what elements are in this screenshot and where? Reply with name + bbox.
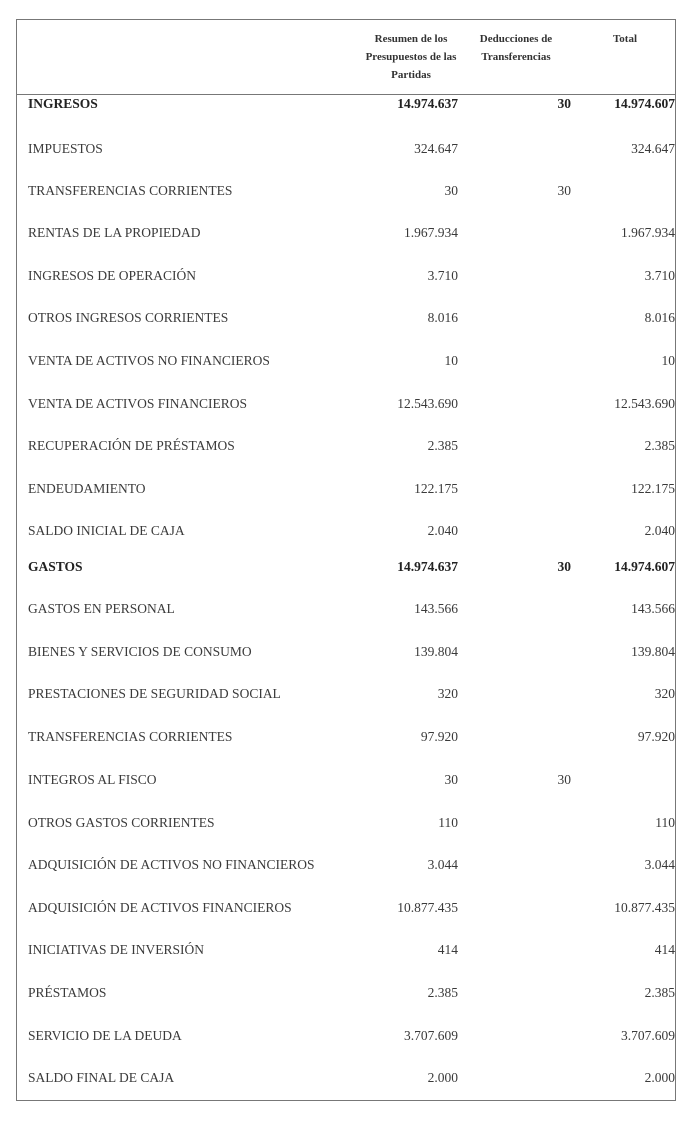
cell-resumen: 122.175 xyxy=(414,481,458,496)
cell-total: 143.566 xyxy=(631,601,675,616)
row-label: PRÉSTAMOS xyxy=(28,985,107,1000)
cell-total: 3.044 xyxy=(644,857,675,872)
row-label: RECUPERACIÓN DE PRÉSTAMOS xyxy=(28,438,235,453)
cell-deducciones: 30 xyxy=(557,183,571,198)
cell-resumen: 3.044 xyxy=(427,857,458,872)
cell-resumen: 3.710 xyxy=(427,268,458,283)
row-label: PRESTACIONES DE SEGURIDAD SOCIAL xyxy=(28,686,281,701)
table-row xyxy=(16,479,676,499)
cell-total: 14.974.607 xyxy=(614,96,675,111)
row-label: GASTOS xyxy=(28,559,83,574)
row-label: OTROS GASTOS CORRIENTES xyxy=(28,815,215,830)
table-row xyxy=(16,898,676,918)
cell-resumen: 414 xyxy=(437,942,458,957)
header-resumen: Resumen de los Presupuestos de las Partidas xyxy=(365,33,457,81)
cell-total: 10.877.435 xyxy=(614,900,675,915)
cell-total: 8.016 xyxy=(644,310,675,325)
cell-resumen: 8.016 xyxy=(427,310,458,325)
table-row xyxy=(16,1068,676,1088)
table-row xyxy=(16,394,676,414)
cell-total: 10 xyxy=(661,353,675,368)
cell-resumen: 10.877.435 xyxy=(397,900,458,915)
cell-resumen: 2.000 xyxy=(427,1070,458,1085)
cell-resumen: 14.974.637 xyxy=(397,96,458,111)
row-label: INGRESOS xyxy=(28,96,98,111)
row-label: ADQUISICIÓN DE ACTIVOS NO FINANCIEROS xyxy=(28,857,315,872)
cell-resumen: 143.566 xyxy=(414,601,458,616)
header-total: Total xyxy=(612,33,638,45)
cell-total: 414 xyxy=(654,942,675,957)
row-label: INTEGROS AL FISCO xyxy=(28,772,157,787)
table-row xyxy=(16,1026,676,1046)
row-label: ENDEUDAMIENTO xyxy=(28,481,146,496)
table-row xyxy=(16,642,676,662)
table-row xyxy=(16,436,676,456)
cell-total: 97.920 xyxy=(637,729,675,744)
cell-resumen: 2.385 xyxy=(427,438,458,453)
cell-total: 3.710 xyxy=(644,268,675,283)
cell-deducciones: 30 xyxy=(557,772,571,787)
table-row xyxy=(16,727,676,747)
table-row xyxy=(16,855,676,875)
cell-resumen: 2.385 xyxy=(427,985,458,1000)
cell-total: 1.967.934 xyxy=(621,225,675,240)
cell-total: 110 xyxy=(655,815,675,830)
table-row xyxy=(16,813,676,833)
table-row xyxy=(16,521,676,541)
row-label: SALDO FINAL DE CAJA xyxy=(28,1070,175,1085)
row-label: VENTA DE ACTIVOS FINANCIEROS xyxy=(28,396,248,411)
row-label: TRANSFERENCIAS CORRIENTES xyxy=(28,183,233,198)
cell-resumen: 12.543.690 xyxy=(397,396,458,411)
cell-total: 14.974.607 xyxy=(614,559,675,574)
section-row xyxy=(16,94,676,114)
row-label: SERVICIO DE LA DEUDA xyxy=(28,1028,182,1043)
cell-total: 2.385 xyxy=(644,985,675,1000)
table-row xyxy=(16,181,676,201)
cell-total: 2.385 xyxy=(644,438,675,453)
row-label: OTROS INGRESOS CORRIENTES xyxy=(28,310,229,325)
cell-resumen: 14.974.637 xyxy=(397,559,458,574)
cell-deducciones: 30 xyxy=(557,96,571,111)
row-label: IMPUESTOS xyxy=(28,141,103,156)
cell-resumen: 139.804 xyxy=(414,644,458,659)
table-row xyxy=(16,599,676,619)
cell-resumen: 97.920 xyxy=(420,729,458,744)
cell-resumen: 10 xyxy=(444,353,458,368)
row-label: TRANSFERENCIAS CORRIENTES xyxy=(28,729,233,744)
row-label: BIENES Y SERVICIOS DE CONSUMO xyxy=(28,644,252,659)
header-deducciones: Deducciones de Transferencias xyxy=(479,33,553,63)
cell-total: 139.804 xyxy=(631,644,675,659)
row-label: SALDO INICIAL DE CAJA xyxy=(28,523,185,538)
cell-resumen: 30 xyxy=(444,183,458,198)
row-label: ADQUISICIÓN DE ACTIVOS FINANCIEROS xyxy=(28,900,292,915)
cell-total: 2.040 xyxy=(644,523,675,538)
table-row xyxy=(16,308,676,328)
table-row xyxy=(16,684,676,704)
cell-resumen: 320 xyxy=(437,686,458,701)
table-row xyxy=(16,940,676,960)
cell-resumen: 110 xyxy=(438,815,458,830)
table-row xyxy=(16,223,676,243)
row-label: INGRESOS DE OPERACIÓN xyxy=(28,268,197,283)
cell-deducciones: 30 xyxy=(557,559,571,574)
row-label: RENTAS DE LA PROPIEDAD xyxy=(28,225,201,240)
cell-total: 320 xyxy=(654,686,675,701)
table-row xyxy=(16,770,676,790)
cell-total: 2.000 xyxy=(644,1070,675,1085)
cell-resumen: 3.707.609 xyxy=(404,1028,458,1043)
cell-total: 3.707.609 xyxy=(621,1028,675,1043)
cell-resumen: 1.967.934 xyxy=(404,225,458,240)
cell-resumen: 324.647 xyxy=(414,141,458,156)
cell-total: 12.543.690 xyxy=(614,396,675,411)
row-label: GASTOS EN PERSONAL xyxy=(28,601,175,616)
cell-total: 122.175 xyxy=(631,481,675,496)
cell-resumen: 30 xyxy=(444,772,458,787)
table-row xyxy=(16,139,676,159)
table-row xyxy=(16,351,676,371)
section-row xyxy=(16,557,676,577)
row-label: VENTA DE ACTIVOS NO FINANCIEROS xyxy=(28,353,270,368)
table-row xyxy=(16,266,676,286)
cell-total: 324.647 xyxy=(631,141,675,156)
table-row xyxy=(16,983,676,1003)
cell-resumen: 2.040 xyxy=(427,523,458,538)
row-label: INICIATIVAS DE INVERSIÓN xyxy=(28,942,204,957)
